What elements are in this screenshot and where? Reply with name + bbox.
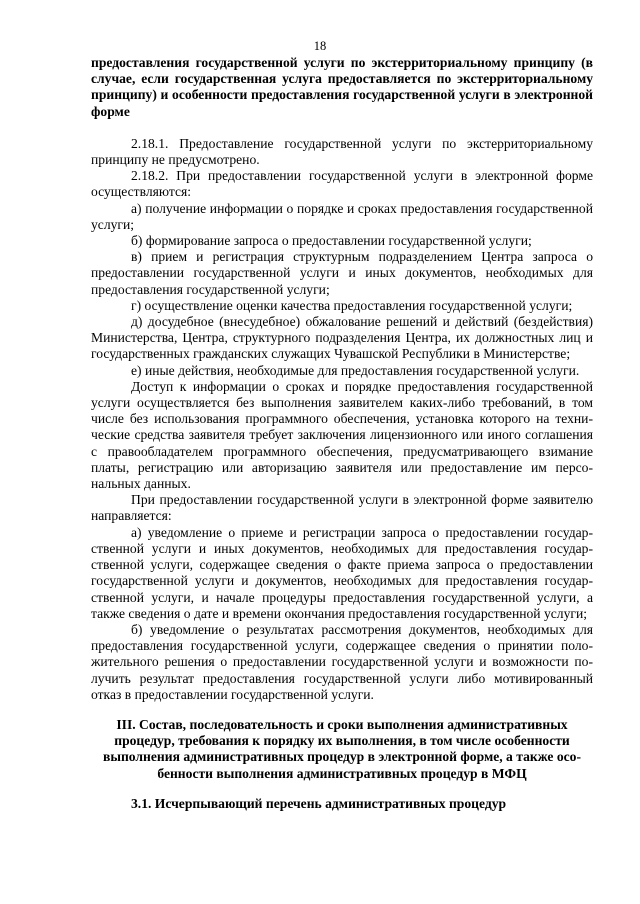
section-heading: III. Состав, последовательность и сроки выполнения административных процедур, требования к порядку их выполнения, в том числе особенности выполнения административных процедур в электронной форме, а также особенности выполнения административных процедур в МФЦ bbox=[103, 716, 581, 781]
list-item: а) получение информации о порядке и сроках предоставления государственной услуги; bbox=[91, 200, 593, 232]
list-item: б) формирование запроса о предоставлении государственной услуги; bbox=[131, 233, 532, 249]
paragraph: Доступ к информации о сроках и порядке предоставления государственной услуги осуществляется без выполнения заявителем каких-либо требований, в том числе без использования программного обеспечения, установка которого на технические средства заявителя требует заключения лицензионного или иного соглашения с правообладателем программного обеспечения, предусматривающего взимание платы, регистрацию или авторизацию заявителя или предоставление им персональных данных. bbox=[91, 378, 593, 492]
paragraph: 2.18.2. При предоставлении государственной услуги в электронной форме осуществляются: bbox=[91, 168, 593, 200]
heading-continuation: предоставления государственной услуги по экстерриториальному принципу (в случае, если государственная услуга предоставляется по экстерриториальному принципу) и особенности предоставления государственной услуги в электронной форме bbox=[91, 55, 593, 119]
spacer bbox=[91, 703, 593, 717]
spacer bbox=[91, 120, 593, 136]
list-item: а) уведомление о приеме и регистрации запроса о предоставлении государственной услуги и иных документов, необходимых для предоставления государственной услуги, содержащее сведения о факте приема запроса о предоставлении государственной услуги и документов, необходимых для предоставления государственной услуги, и начале процедуры предоставления государственной услуги, а также сведения о дате и времени окончания предоставления государственной услуги; bbox=[91, 524, 593, 621]
paragraph: При предоставлении государственной услуги в электронной форме заявителю направляется: bbox=[91, 492, 593, 524]
paragraph: 2.18.1. Предоставление государственной услуги по экстерриториальному принципу не предусмотрено. bbox=[91, 135, 593, 168]
list-item: д) досудебное (внесудебное) обжалование решений и действий (бездействия) Министерства, Центра, структурного подразделения Центра, их должностных лиц и государственных гражданских служащих Чувашской Республики в Министерстве; bbox=[91, 314, 593, 362]
page-number: 18 bbox=[313, 39, 327, 53]
document-body bbox=[91, 55, 593, 812]
list-item: в) прием и регистрация структурным подразделением Центра запроса о предоставлении государственной услуги и иных документов, необходимых для предоставления государственной услуги; bbox=[91, 249, 593, 297]
list-item: б) уведомление о результатах рассмотрения документов, необходимых для предоставления государственной услуги, содержащее сведения о принятии положительного решения о предоставлении государственной услуги и возможности получить результат предоставления государственной услуги либо мотивированный отказ в предоставлении государственной услуги. bbox=[91, 621, 593, 702]
list-item: г) осуществление оценки качества предоставления государственной услуги; bbox=[131, 297, 573, 313]
list-item: е) иные действия, необходимые для предоставления государственной услуги. bbox=[131, 362, 580, 378]
subsection-heading: 3.1. Исчерпывающий перечень административных процедур bbox=[131, 795, 507, 811]
spacer bbox=[91, 782, 593, 796]
